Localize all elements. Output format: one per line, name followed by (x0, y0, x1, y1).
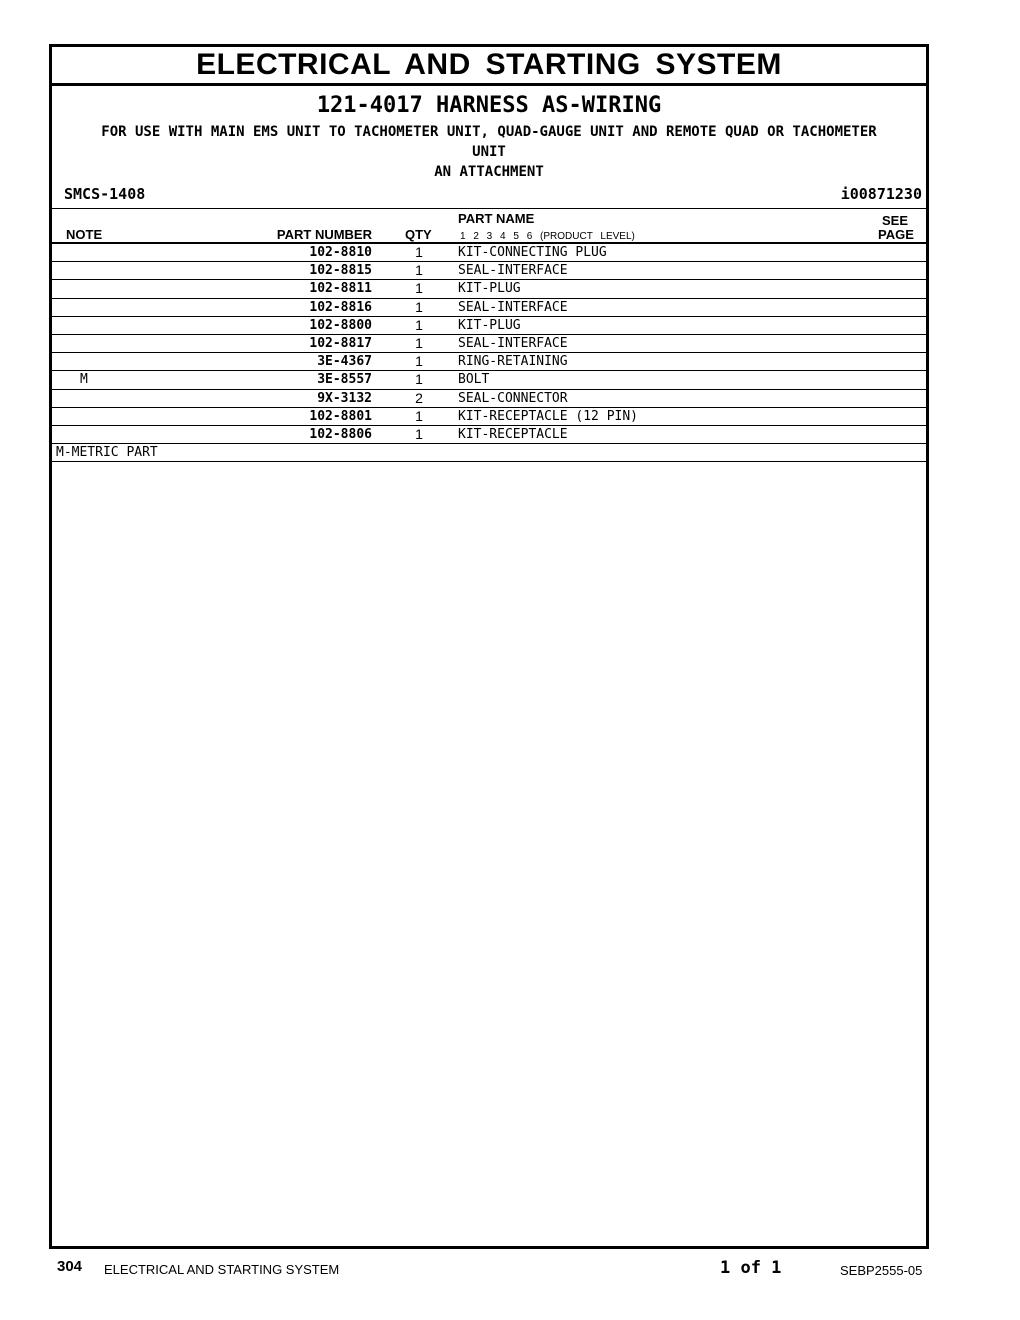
part-name-cell: KIT-PLUG (458, 281, 521, 297)
part-name-cell: KIT-PLUG (458, 317, 521, 333)
page-number: 304 (57, 1258, 83, 1275)
table-row (52, 426, 926, 444)
part-number-cell: 102-8806 (309, 426, 372, 442)
table-row (52, 262, 926, 280)
parts-table (52, 242, 926, 462)
part-name-cell: KIT-CONNECTING PLUG (458, 245, 607, 260)
part-number-cell: 102-8800 (309, 317, 372, 333)
table-row (52, 280, 926, 298)
usage-description: FOR USE WITH MAIN EMS UNIT TO TACHOMETER UNIT, QUAD-GAUGE UNIT AND REMOTE QUAD OR TACHOMETER UNIT (101, 124, 877, 160)
page-of-label: 1 of 1 (720, 1258, 782, 1278)
document-frame (49, 44, 929, 1249)
page-title: ELECTRICAL AND STARTING SYSTEM (52, 47, 926, 86)
part-number-cell: 102-8801 (309, 408, 372, 424)
qty-cell: 1 (415, 334, 423, 351)
smcs-code: SMCS-1408 (64, 185, 146, 203)
part-name-cell: SEAL-CONNECTOR (458, 390, 568, 406)
part-name-cell: KIT-RECEPTACLE (458, 426, 568, 442)
header-divider (52, 208, 926, 209)
table-row (52, 390, 926, 408)
qty-cell: 1 (415, 316, 423, 333)
table-row (52, 317, 926, 335)
publication-number: SEBP2555-05 (840, 1263, 923, 1278)
table-row (52, 244, 926, 262)
product-level-header: 1 2 3 4 5 6 (PRODUCT LEVEL) (460, 231, 635, 242)
part-name-cell: RING-RETAINING (458, 354, 568, 370)
group-title: 121-4017 HARNESS AS-WIRING (316, 93, 662, 118)
table-row (52, 353, 926, 371)
footer-section-title: ELECTRICAL AND STARTING SYSTEM (104, 1262, 340, 1277)
qty-cell: 1 (415, 262, 423, 279)
part-number-cell: 3E-8557 (317, 372, 372, 388)
qty-cell: 1 (415, 244, 423, 260)
part-name-column-header: PART NAME (458, 211, 535, 226)
part-number-cell: 102-8810 (309, 245, 372, 260)
qty-cell: 1 (415, 407, 423, 424)
qty-cell: 1 (415, 298, 423, 315)
qty-cell: 1 (415, 353, 423, 370)
table-row (52, 335, 926, 353)
table-row (52, 371, 926, 389)
note-cell: M (80, 372, 88, 388)
metric-legend: M-METRIC PART (52, 444, 926, 462)
part-number-cell: 3E-4367 (317, 354, 372, 370)
document-id: i00871230 (840, 185, 922, 203)
part-name-cell: SEAL-INTERFACE (458, 299, 568, 315)
table-row (52, 299, 926, 317)
note-column-header: NOTE (66, 227, 103, 242)
qty-cell: 1 (415, 280, 423, 297)
part-number-cell: 102-8817 (309, 335, 372, 351)
qty-column-header: QTY (405, 227, 432, 242)
part-name-cell: SEAL-INTERFACE (458, 263, 568, 279)
qty-cell: 1 (415, 371, 423, 388)
page-column-header: PAGE (878, 227, 914, 242)
part-name-cell: SEAL-INTERFACE (458, 335, 568, 351)
table-row (52, 408, 926, 426)
part-number-cell: 9X-3132 (317, 390, 372, 406)
attachment-label: AN ATTACHMENT (434, 164, 544, 180)
qty-cell: 1 (415, 425, 423, 442)
part-name-cell: BOLT (458, 372, 490, 388)
part-number-cell: 102-8816 (309, 299, 372, 315)
part-name-cell: KIT-RECEPTACLE (12 PIN) (458, 408, 639, 424)
part-number-column-header: PART NUMBER (276, 227, 372, 242)
part-number-cell: 102-8811 (309, 281, 372, 297)
part-number-cell: 102-8815 (309, 263, 372, 279)
group-description (92, 122, 886, 182)
see-column-header: SEE (882, 213, 909, 228)
qty-cell: 2 (415, 389, 423, 406)
